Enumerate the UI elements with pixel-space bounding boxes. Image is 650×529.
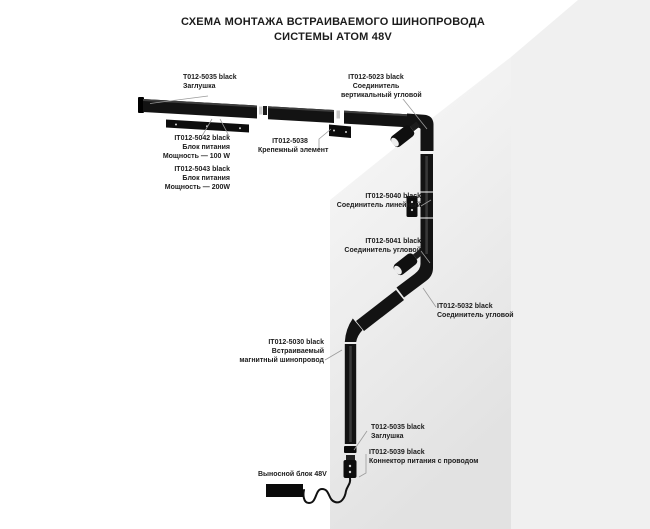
part-code: IT012-5038	[272, 138, 308, 145]
part-name: Выносной блок 48V	[258, 471, 327, 478]
page-title-line2: СИСТЕМЫ АТОМ 48V	[274, 31, 392, 43]
part-code: IT012-5032 black	[437, 303, 493, 310]
label-psu-100w	[163, 135, 230, 161]
part-name: Блок питания	[182, 143, 230, 151]
label-vertical-corner-connector	[341, 74, 422, 100]
part-code: IT012-5040 black	[365, 193, 421, 200]
part-name: Заглушка	[183, 82, 216, 90]
part-name: магнитный шинопровод	[239, 356, 324, 364]
part-name: вертикальный угловой	[341, 91, 422, 99]
label-linear-connector	[337, 193, 421, 211]
part-code: IT012-5041 black	[365, 238, 421, 245]
track-groove	[425, 156, 428, 254]
part-name: Коннектор питания с проводом	[369, 457, 479, 465]
label-corner-connector-2	[437, 303, 514, 321]
part-spec: Мощность — 200W	[164, 183, 230, 191]
part-name: Встраиваемый	[271, 347, 324, 355]
part-code: IT012-5043 black	[174, 166, 230, 173]
part-code: IT012-5030 black	[268, 339, 324, 346]
label-mounting-element	[258, 138, 329, 156]
page-title-line1: СХЕМА МОНТАЖА ВСТРАИВАЕМОГО ШИНОПРОВОДА	[181, 16, 485, 28]
label-recessed-track	[239, 339, 324, 365]
part-name: Соединитель линейный	[336, 201, 421, 209]
part-name: Блок питания	[182, 174, 230, 182]
label-endcap-bottom	[371, 424, 425, 442]
connector-pin	[263, 106, 267, 115]
connector-pin	[337, 111, 341, 119]
external-psu-box	[266, 484, 303, 497]
label-power-connector	[369, 449, 478, 467]
part-name: Заглушка	[371, 432, 404, 440]
track-groove	[349, 346, 352, 442]
ceiling-track	[138, 97, 407, 138]
label-psu-200w	[165, 166, 230, 192]
far-wall-plane	[511, 0, 650, 529]
part-name: Соединитель угловой	[344, 246, 421, 254]
part-code: IT012-5023 black	[348, 74, 404, 81]
label-endcap-top	[183, 74, 237, 92]
part-code: IT012-5042 black	[174, 135, 230, 142]
connector-pin	[259, 107, 263, 115]
part-code: T012-5035 black	[371, 424, 425, 431]
part-name: Крепежный элемент	[258, 146, 329, 154]
part-name: Соединитель	[352, 82, 400, 90]
part-code: T012-5035 black	[183, 74, 237, 81]
label-corner-connector-1	[344, 238, 421, 256]
part-name: Соединитель угловой	[437, 311, 514, 319]
part-spec: Мощность — 100 W	[162, 152, 230, 160]
label-external-psu	[258, 471, 327, 480]
mounting-clip	[329, 125, 351, 139]
part-code: IT012-5039 black	[369, 449, 425, 456]
